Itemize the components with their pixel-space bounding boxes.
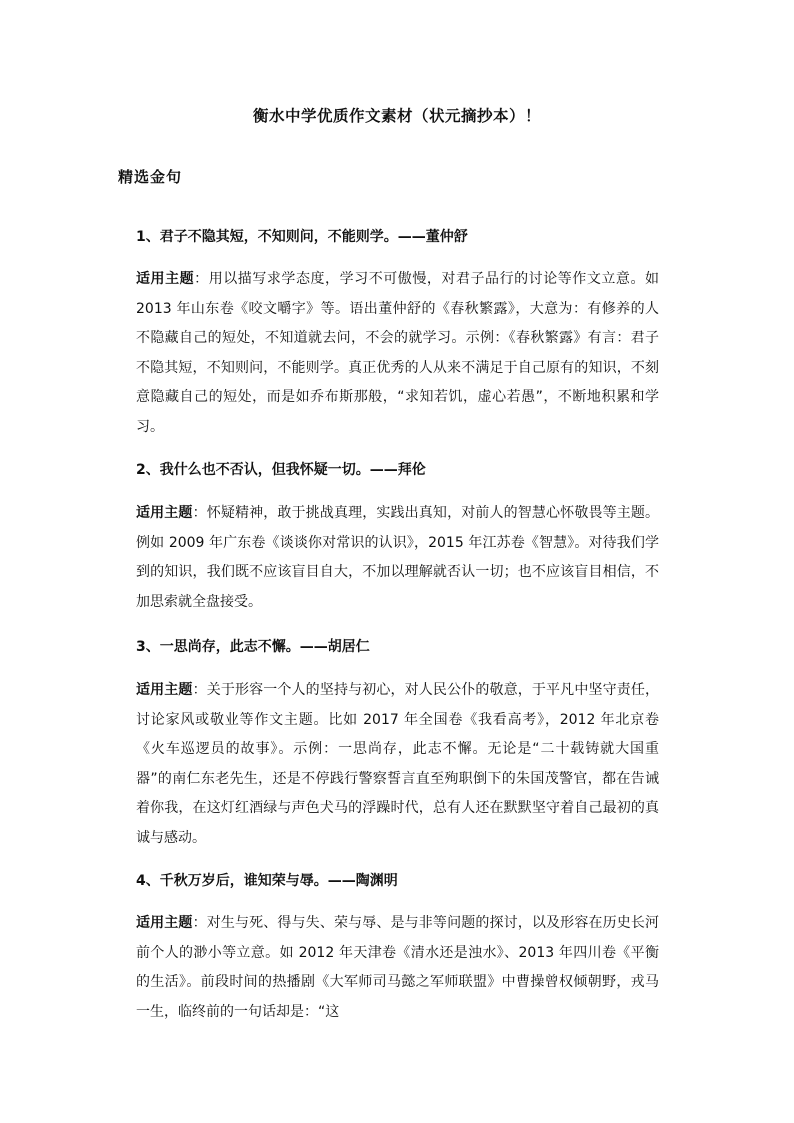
explanation-text: 对生与死、得与失、荣与辱、是与非等问题的探讨，以及形容在历史长河前个人的渺小等立意。如 2012 年天津卷《清水还是浊水》、2013 年四川卷《平衡的生活》。前段时间的热播剧《大军师司马懿之军师联盟》中曹操曾权倾朝野，戎马一生，临终前的一句话却是：“这 <box>136 915 660 1020</box>
explanation-text: 关于形容一个人的坚持与初心，对人民公仆的敬意，于平凡中坚守责任，讨论家风或敬业等作文主题。比如 2017 年全国卷《我看高考》，2012 年北京卷《火车巡逻员的故事》。示例：一思尚存，此志不懈。无论是“二十载铸就大国重器”的南仁东老先生，还是不停践行警察誓言直至殉职倒下的朱国茂警官，都在告诫着你我，在这灯红酒绿与声色犬马的浮躁时代，总有人还在默默坚守着自己最初的真诚与感动。 <box>136 682 660 846</box>
quote-heading-1: 1、君子不隐其短，不知则问，不能则学。——董仲舒 <box>136 229 468 245</box>
explanation-text: 怀疑精神，敢于挑战真理，实践出真知，对前人的智慧心怀敬畏等主题。例如 2009 年广东卷《谈谈你对常识的认识》，2015 年江苏卷《智慧》。对待我们学到的知识，我们既不应该盲目自大，不加以理解就否认一切；也不应该盲目相信，不加思索就全盘接受。 <box>136 505 660 610</box>
theme-label-sep: ： <box>192 915 207 931</box>
quote-heading-3: 3、一思尚存，此志不懈。——胡居仁 <box>136 639 370 655</box>
theme-label: 适用主题 <box>136 505 193 521</box>
theme-label: 适用主题 <box>136 271 195 287</box>
quote-explanation-4 <box>136 909 659 1027</box>
theme-label: 适用主题 <box>136 682 193 698</box>
theme-label-sep: ： <box>194 271 209 287</box>
theme-label-sep: ： <box>192 682 207 698</box>
document-title: 衡水中学优质作文素材（状元摘抄本）！ <box>252 107 541 125</box>
quote-explanation-1 <box>136 265 659 442</box>
quote-explanation-3 <box>136 676 659 853</box>
theme-label: 适用主题 <box>136 915 193 931</box>
explanation-text: 用以描写求学态度，学习不可傲慢，对君子品行的讨论等作文立意。如 2013 年山东卷《咬文嚼字》等。语出董仲舒的《春秋繁露》，大意为：有修养的人不隐藏自己的短处，不知道就去问，不会的就学习。示例：《春秋繁露》有言：君子不隐其短，不知则问，不能则学。真正优秀的人从来不满足于自己原有的知识，不刻意隐藏自己的短处，而是如乔布斯那般，“求知若饥，虚心若愚”，不断地积累和学习。 <box>136 271 660 435</box>
quote-heading-4: 4、千秋万岁后，谁知荣与辱。——陶渊明 <box>136 873 398 889</box>
theme-label-sep: ： <box>192 505 207 521</box>
quote-heading-2: 2、我什么也不否认，但我怀疑一切。——拜伦 <box>136 462 426 478</box>
quote-explanation-2 <box>136 499 659 617</box>
section-heading: 精选金句 <box>118 168 183 186</box>
